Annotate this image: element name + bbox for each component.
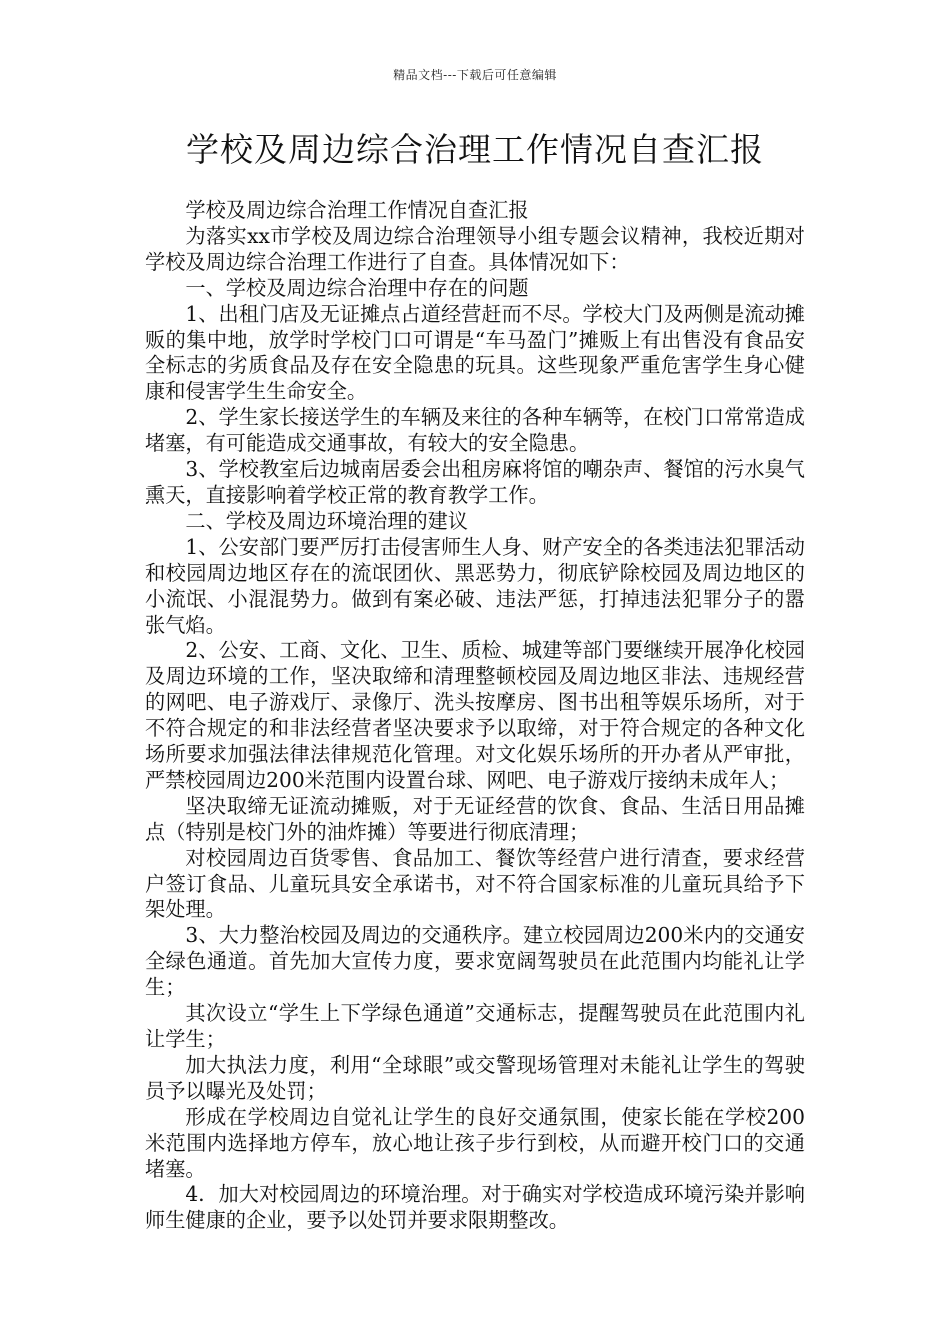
paragraph-suggestion-2-stalls: 坚决取缔无证流动摊贩，对于无证经营的饮食、食品、生活日用品摊点（特别是校门外的油炸摊）等要进行彻底清理； bbox=[145, 793, 805, 844]
section-heading-problems: 一、学校及周边综合治理中存在的问题 bbox=[185, 275, 529, 300]
document-body bbox=[145, 198, 805, 1234]
paragraph-suggestion-3-signs: 其次设立“学生上下学绿色通道”交通标志，提醒驾驶员在此范围内礼让学生； bbox=[145, 1001, 805, 1051]
document-title: 学校及周边综合治理工作情况自查汇报 bbox=[186, 130, 764, 169]
paragraph-subtitle: 学校及周边综合治理工作情况自查汇报 bbox=[185, 198, 529, 222]
paragraph-suggestion-4: 4．加大对校园周边的环境治理。对于确实对学校造成环境污染并影响师生健康的企业，要予以处罚并要求限期整改。 bbox=[145, 1182, 805, 1233]
paragraph-suggestion-2-vendors: 对校园周边百货零售、食品加工、餐饮等经营户进行清查，要求经营户签订食品、儿童玩具安全承诺书，对不符合国家标准的儿童玩具给予下架处理。 bbox=[145, 845, 805, 922]
paragraph-suggestion-3-enforcement: 加大执法力度，利用“全球眼”或交警现场管理对未能礼让学生的驾驶员予以曝光及处罚； bbox=[145, 1052, 805, 1103]
paragraph-intro: 为落实xx市学校及周边综合治理领导小组专题会议精神，我校近期对学校及周边综合治理工作进行了自查。具体情况如下： bbox=[145, 223, 805, 274]
header-note: 精品文档---下载后可任意编辑 bbox=[393, 68, 557, 82]
paragraph-problem-1: 1、出租门店及无证摊点占道经营赶而不尽。学校大门及两侧是流动摊贩的集中地，放学时学校门口可谓是“车马盈门”摊贩上有出售没有食品安全标志的劣质食品及存在安全隐患的玩具。这些现象严重危害学生身心健康和侵害学生生命安全。 bbox=[145, 301, 805, 404]
paragraph-suggestion-1: 1、公安部门要严厉打击侵害师生人身、财产安全的各类违法犯罪活动和校园周边地区存在的流氓团伙、黑恶势力，彻底铲除校园及周边地区的小流氓、小混混势力。做到有案必破、违法严惩，打掉违法犯罪分子的嚣张气焰。 bbox=[145, 534, 805, 637]
paragraph-suggestion-3-atmosphere: 形成在学校周边自觉礼让学生的良好交通氛围，使家长能在学校200米范围内选择地方停车，放心地让孩子步行到校，从而避开校门口的交通堵塞。 bbox=[145, 1104, 805, 1181]
paragraph-suggestion-2: 2、公安、工商、文化、卫生、质检、城建等部门要继续开展净化校园及周边环境的工作，坚决取缔和清理整顿校园及周边地区非法、违规经营的网吧、电子游戏厅、录像厅、洗头按摩房、图书出租等娱乐场所，对于不符合规定的和非法经营者坚决要求予以取缔，对于符合规定的各种文化场所要求加强法律法律规范化管理。对文化娱乐场所的开办者从严审批，严禁校园周边200米范围内设置台球、网吧、电子游戏厅接纳未成年人； bbox=[145, 638, 805, 792]
paragraph-problem-3: 3、学校教室后边城南居委会出租房麻将馆的嘲杂声、餐馆的污水臭气熏天，直接影响着学校正常的教育教学工作。 bbox=[145, 457, 805, 507]
paragraph-problem-2: 2、学生家长接送学生的车辆及来往的各种车辆等，在校门口常常造成堵塞，有可能造成交通事故，有较大的安全隐患。 bbox=[145, 405, 805, 456]
paragraph-suggestion-3: 3、大力整治校园及周边的交通秩序。建立校园周边200米内的交通安全绿色通道。首先加大宣传力度，要求宽阔驾驶员在此范围内均能礼让学生； bbox=[145, 923, 805, 1000]
section-heading-suggestions: 二、学校及周边环境治理的建议 bbox=[185, 508, 469, 533]
